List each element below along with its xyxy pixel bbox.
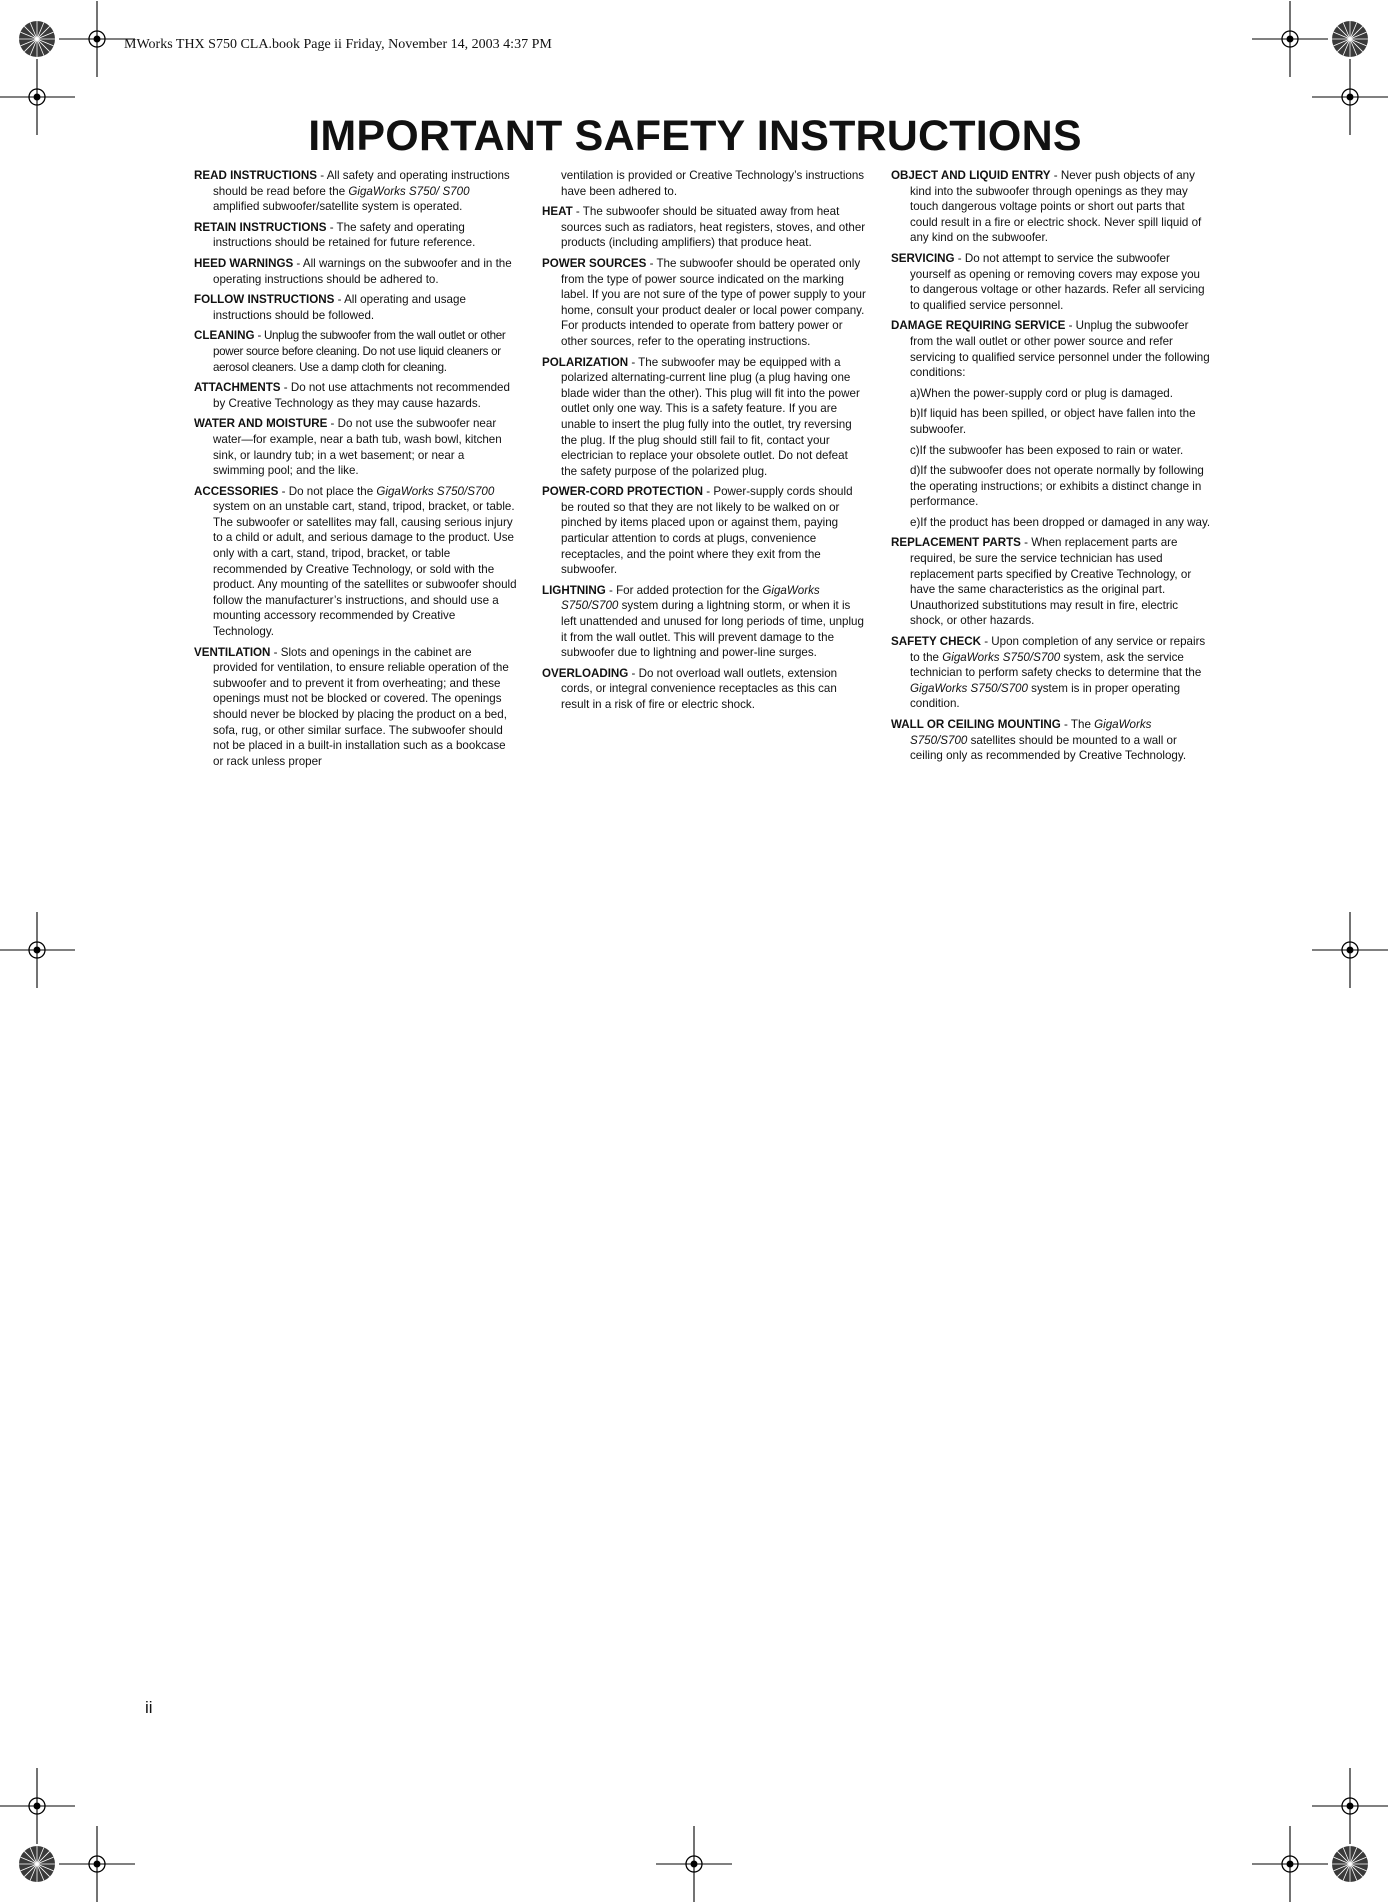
column-1 (194, 168, 519, 774)
polarization: POLARIZATION - The subwoofer may be equipped with a polarized alternating-current line plug (a plug having one blade wider than the other). This plug will fit into the power outlet only one way. This is a safety feature. If you are unable to insert the plug fully into the outlet, try reversing the plug. If the plug should still fail to fit, contact your electrician to replace your obsolete outlet. Do not defeat the safety purpose of the polarized plug. (542, 355, 860, 478)
print-header: MWorks THX S750 CLA.book Page ii Friday, November 14, 2003 4:37 PM (124, 37, 552, 52)
condition-a: a)When the power-supply cord or plug is damaged. (910, 386, 1173, 400)
follow-instructions: FOLLOW INSTRUCTIONS - All operating and usage instructions should be followed. (194, 293, 466, 322)
replacement-parts: REPLACEMENT PARTS - When replacement parts are required, be sure the service technician has used replacement parts specified by Creative Technology, or have the same characteristics as the original part. Unauthorized substitutions may result in fire, electric shock, or other hazards. (891, 536, 1192, 628)
object-and-liquid-entry: OBJECT AND LIQUID ENTRY - Never push objects of any kind into the subwoofer through openings as they may touch dangerous voltage points or short out parts that could result in a fire or electric shock. Never spill liquid of any kind on the subwoofer. (891, 169, 1202, 245)
water-and-moisture: WATER AND MOISTURE - Do not use the subwoofer near water—for example, near a bath tub, wash bowl, kitchen sink, or laundry tub; in a wet basement; or near a swimming pool; and the like. (194, 417, 502, 478)
column-3 (891, 168, 1211, 769)
damage-requiring-service: DAMAGE REQUIRING SERVICE - Unplug the subwoofer from the wall outlet or other power source and refer servicing to qualified service personnel under the following conditions: (891, 319, 1210, 380)
condition-c: c)If the subwoofer has been exposed to rain or water. (910, 443, 1184, 457)
lightning: LIGHTNING - For added protection for the GigaWorks S750/S700 system during a lightning storm, or when it is left unattended and unused for long periods of time, unplug it from the wall outlet. This will prevent damage to the subwoofer due to lightning and power-line surges. (542, 583, 864, 660)
retain-instructions: RETAIN INSTRUCTIONS - The safety and operating instructions should be retained for future reference. (194, 220, 476, 250)
overloading: OVERLOADING - Do not overload wall outlets, extension cords, or integral convenience receptacles as this can result in a risk of fire or electric shock. (542, 666, 838, 711)
safety-check: SAFETY CHECK - Upon completion of any service or repairs to the GigaWorks S750/S700 system, ask the service technician to perform safety checks to determine that the GigaWorks S750/S700 system is in proper operating condition. (891, 635, 1206, 711)
heed-warnings: HEED WARNINGS - All warnings on the subwoofer and in the operating instructions should be adhered to. (194, 256, 512, 286)
wall-or-ceiling-mounting: WALL OR CEILING MOUNTING - The GigaWorks S750/S700 satellites should be mounted to a wall or ceiling only as recommended by Creative Technology. (891, 718, 1187, 763)
ventilation: VENTILATION - Slots and openings in the cabinet are provided for ventilation, to ensure reliable operation of the subwoofer and to prevent it from overheating; and these openings must not be blocked or covered. The openings should never be blocked by placing the product on a bed, sofa, rug, or other similar surface. The subwoofer should not be placed in a built-in installation such as a bookcase or rack unless proper (194, 645, 509, 768)
ventilation-continued: ventilation is provided or Creative Technology’s instructions have been adhered to. (561, 169, 865, 198)
column-2 (542, 168, 867, 718)
condition-b: b)If liquid has been spilled, or object have fallen into the subwoofer. (910, 407, 1196, 436)
page-number: ii (145, 1698, 153, 1717)
read-instructions: READ INSTRUCTIONS - All safety and operating instructions should be read before the GigaWorks S750/ S700 amplified subwoofer/satellite system is operated. (194, 169, 510, 214)
attachments: ATTACHMENTS - Do not use attachments not recommended by Creative Technology as they may cause hazards. (194, 381, 510, 410)
power-cord-protection: POWER-CORD PROTECTION - Power-supply cords should be routed so that they are not likely to be walked on or pinched by items placed upon or against them, paying particular attention to cords at plugs, convenience receptacles, and the point where they exit from the subwoofer. (542, 485, 853, 577)
power-sources: POWER SOURCES - The subwoofer should be operated only from the type of power source indicated on the marking label. If you are not sure of the type of power supply to your home, consult your product dealer or local power company. For products intended to operate from battery power or other sources, refer to the operating instructions. (542, 256, 866, 348)
heat: HEAT - The subwoofer should be situated away from heat sources such as radiators, heat registers, stoves, and other products (including amplifiers) that produce heat. (542, 205, 866, 250)
condition-e: e)If the product has been dropped or damaged in any way. (910, 515, 1211, 529)
servicing: SERVICING - Do not attempt to service the subwoofer yourself as opening or removing covers may expose you to dangerous voltage or other hazards. Refer all servicing to qualified service personnel. (891, 251, 1205, 312)
accessories: ACCESSORIES - Do not place the GigaWorks S750/S700 system on an unstable cart, stand, tripod, bracket, or table. The subwoofer or satellites may fall, causing serious injury to a child or adult, and serious damage to the product. Use only with a cart, stand, tripod, bracket, or table recommended by Creative Technology, or sold with the product. Any mounting of the satellites or subwoofer should follow the manufacturer’s instructions, and should use a mounting accessory recommended by Creative Technology. (194, 484, 517, 639)
cleaning: CLEANING - Unplug the subwoofer from the wall outlet or other power source before cleaning. Do not use liquid cleaners or aerosol cleaners. Use a damp cloth for cleaning. (194, 329, 506, 374)
condition-d: d)If the subwoofer does not operate normally by following the operating instructions; or exhibits a distinct change in performance. (910, 464, 1204, 509)
page-title: IMPORTANT SAFETY INSTRUCTIONS (308, 112, 1082, 160)
